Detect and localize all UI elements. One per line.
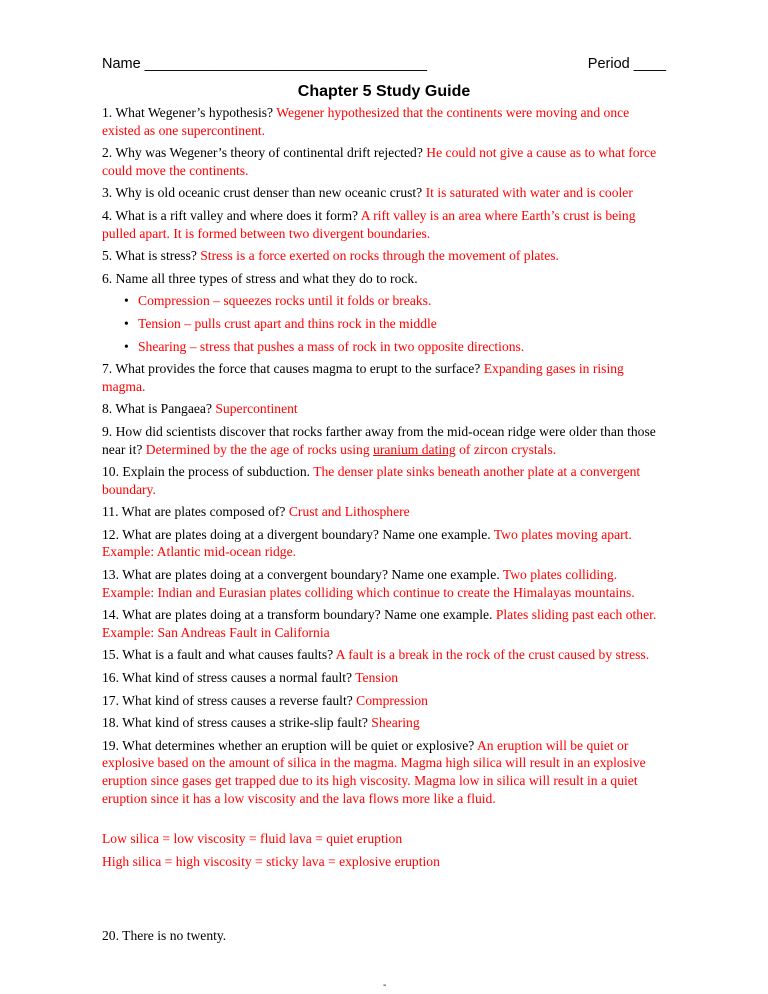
bullet-icon: • bbox=[124, 315, 129, 331]
question-5: 5. What is stress? Stress is a force exerted on rocks through the movement of plates. bbox=[102, 248, 559, 264]
answer-5: Stress is a force exerted on rocks through the movement of plates. bbox=[200, 248, 559, 264]
question-4: 4. What is a rift valley and where does it form? A rift valley is an area where Earth’s crust is being pulled apart. It is formed between two divergent boundaries. bbox=[102, 207, 636, 241]
question-17: 17. What kind of stress causes a reverse fault? Compression bbox=[102, 692, 428, 708]
answer-17: Compression bbox=[356, 692, 428, 708]
summary-low-silica: Low silica = low viscosity = fluid lava = quiet eruption bbox=[102, 831, 403, 847]
period-field-label: Period ____ bbox=[587, 56, 666, 72]
answer-15: A fault is a break in the rock of the crust caused by stress. bbox=[335, 647, 650, 663]
answer-1: Wegener hypothesized that the continents were moving and once existed as one supercontinent. bbox=[102, 105, 630, 138]
header-row bbox=[102, 56, 666, 72]
question-6: 6. Name all three types of stress and what they do to rock. bbox=[102, 270, 418, 286]
footer-mark: - bbox=[383, 980, 387, 991]
bullet-icon: • bbox=[124, 293, 129, 309]
bullet-icon: • bbox=[124, 338, 129, 354]
answer-18: Shearing bbox=[371, 715, 420, 731]
question-3: 3. Why is old oceanic crust denser than new oceanic crust? It is saturated with water and is cooler bbox=[102, 185, 633, 201]
question-15: 15. What is a fault and what causes faults? A fault is a break in the rock of the crust caused by stress. bbox=[102, 647, 650, 663]
list-item-compression: • Compression – squeezes rocks until it folds or breaks. bbox=[124, 293, 432, 309]
answer-10: The denser plate sinks beneath another plate at a convergent boundary. bbox=[102, 464, 641, 497]
questions-list bbox=[102, 104, 668, 950]
list-item-tension: • Tension – pulls crust apart and thins rock in the middle bbox=[124, 315, 437, 331]
answer-7: Expanding gases in rising magma. bbox=[102, 361, 624, 394]
answer-16: Tension bbox=[355, 670, 399, 686]
question-13: 13. What are plates doing at a convergent boundary? Name one example. Two plates colliding. Example: Indian and Eurasian plates colliding which continue to create the Himalayas mountains. bbox=[102, 567, 635, 600]
question-19: 19. What determines whether an eruption will be quiet or explosive? An eruption will be quiet or explosive based on the amount of silica in the magma. Magma high silica will result in an explosive eruption since gases get trapped due to its high viscosity. Magma low in silica will result in a quiet eruption since it has a low viscosity and the lava flows more like a fluid. bbox=[102, 737, 646, 806]
list-item-shearing: • Shearing – stress that pushes a mass of rock in two opposite directions. bbox=[124, 338, 525, 354]
question-20: 20. There is no twenty. bbox=[102, 928, 227, 944]
question-8: 8. What is Pangaea? Supercontinent bbox=[102, 401, 298, 417]
question-2: 2. Why was Wegener’s theory of continental drift rejected? He could not give a cause as to what force could move the continents. bbox=[102, 145, 657, 178]
answer-13: Two plates colliding. Example: Indian and Eurasian plates colliding which continue to create the Himalayas mountains. bbox=[102, 567, 635, 600]
question-11: 11. What are plates composed of? Crust and Lithosphere bbox=[102, 504, 410, 520]
page-title: Chapter 5 Study Guide bbox=[297, 83, 471, 100]
question-18: 18. What kind of stress causes a strike-slip fault? Shearing bbox=[102, 715, 420, 731]
question-9: 9. How did scientists discover that rocks farther away from the mid-ocean ridge were older than those near it? Determined by the the age of rocks using uranium dating of zircon crystals. bbox=[102, 423, 656, 457]
name-field-label: Name ___________________________________ bbox=[102, 56, 427, 72]
answer-19: An eruption will be quiet or explosive based on the amount of silica in the magma. Magma high silica will result in an explosive eruption since gases get trapped due to its high viscosity. Magma low in silica will result in a quiet eruption since it has a low viscosity and the lava flows more like a fluid. bbox=[102, 737, 646, 806]
answer-12: Two plates moving apart. Example: Atlantic mid-ocean ridge. bbox=[102, 526, 632, 560]
answer-2: He could not give a cause as to what force could move the continents. bbox=[102, 145, 657, 178]
uranium-dating-underlined: uranium dating bbox=[373, 441, 456, 457]
question-7: 7. What provides the force that causes magma to erupt to the surface? Expanding gases in rising magma. bbox=[102, 361, 624, 394]
question-16: 16. What kind of stress causes a normal fault? Tension bbox=[102, 670, 399, 686]
answer-3: It is saturated with water and is cooler bbox=[425, 185, 633, 201]
question-12: 12. What are plates doing at a divergent boundary? Name one example. Two plates moving apart. Example: Atlantic mid-ocean ridge. bbox=[102, 526, 632, 560]
question-1: 1. What Wegener’s hypothesis? Wegener hypothesized that the continents were moving and once existed as one supercontinent. bbox=[102, 105, 630, 138]
answer-4: A rift valley is an area where Earth’s crust is being pulled apart. It is formed between two divergent boundaries. bbox=[102, 207, 636, 241]
summary-high-silica: High silica = high viscosity = sticky lava = explosive eruption bbox=[102, 853, 440, 869]
answer-9: Determined by the the age of rocks using uranium dating of zircon crystals. bbox=[145, 441, 557, 457]
question-14: 14. What are plates doing at a transform boundary? Name one example. Plates sliding past each other. Example: San Andreas Fault in California bbox=[102, 607, 657, 640]
stress-types-list bbox=[102, 292, 668, 355]
question-10: 10. Explain the process of subduction. The denser plate sinks beneath another plate at a convergent boundary. bbox=[102, 464, 641, 497]
answer-11: Crust and Lithosphere bbox=[288, 504, 410, 520]
answer-8: Supercontinent bbox=[215, 401, 298, 417]
answer-14: Plates sliding past each other. Example: San Andreas Fault in California bbox=[102, 607, 657, 640]
